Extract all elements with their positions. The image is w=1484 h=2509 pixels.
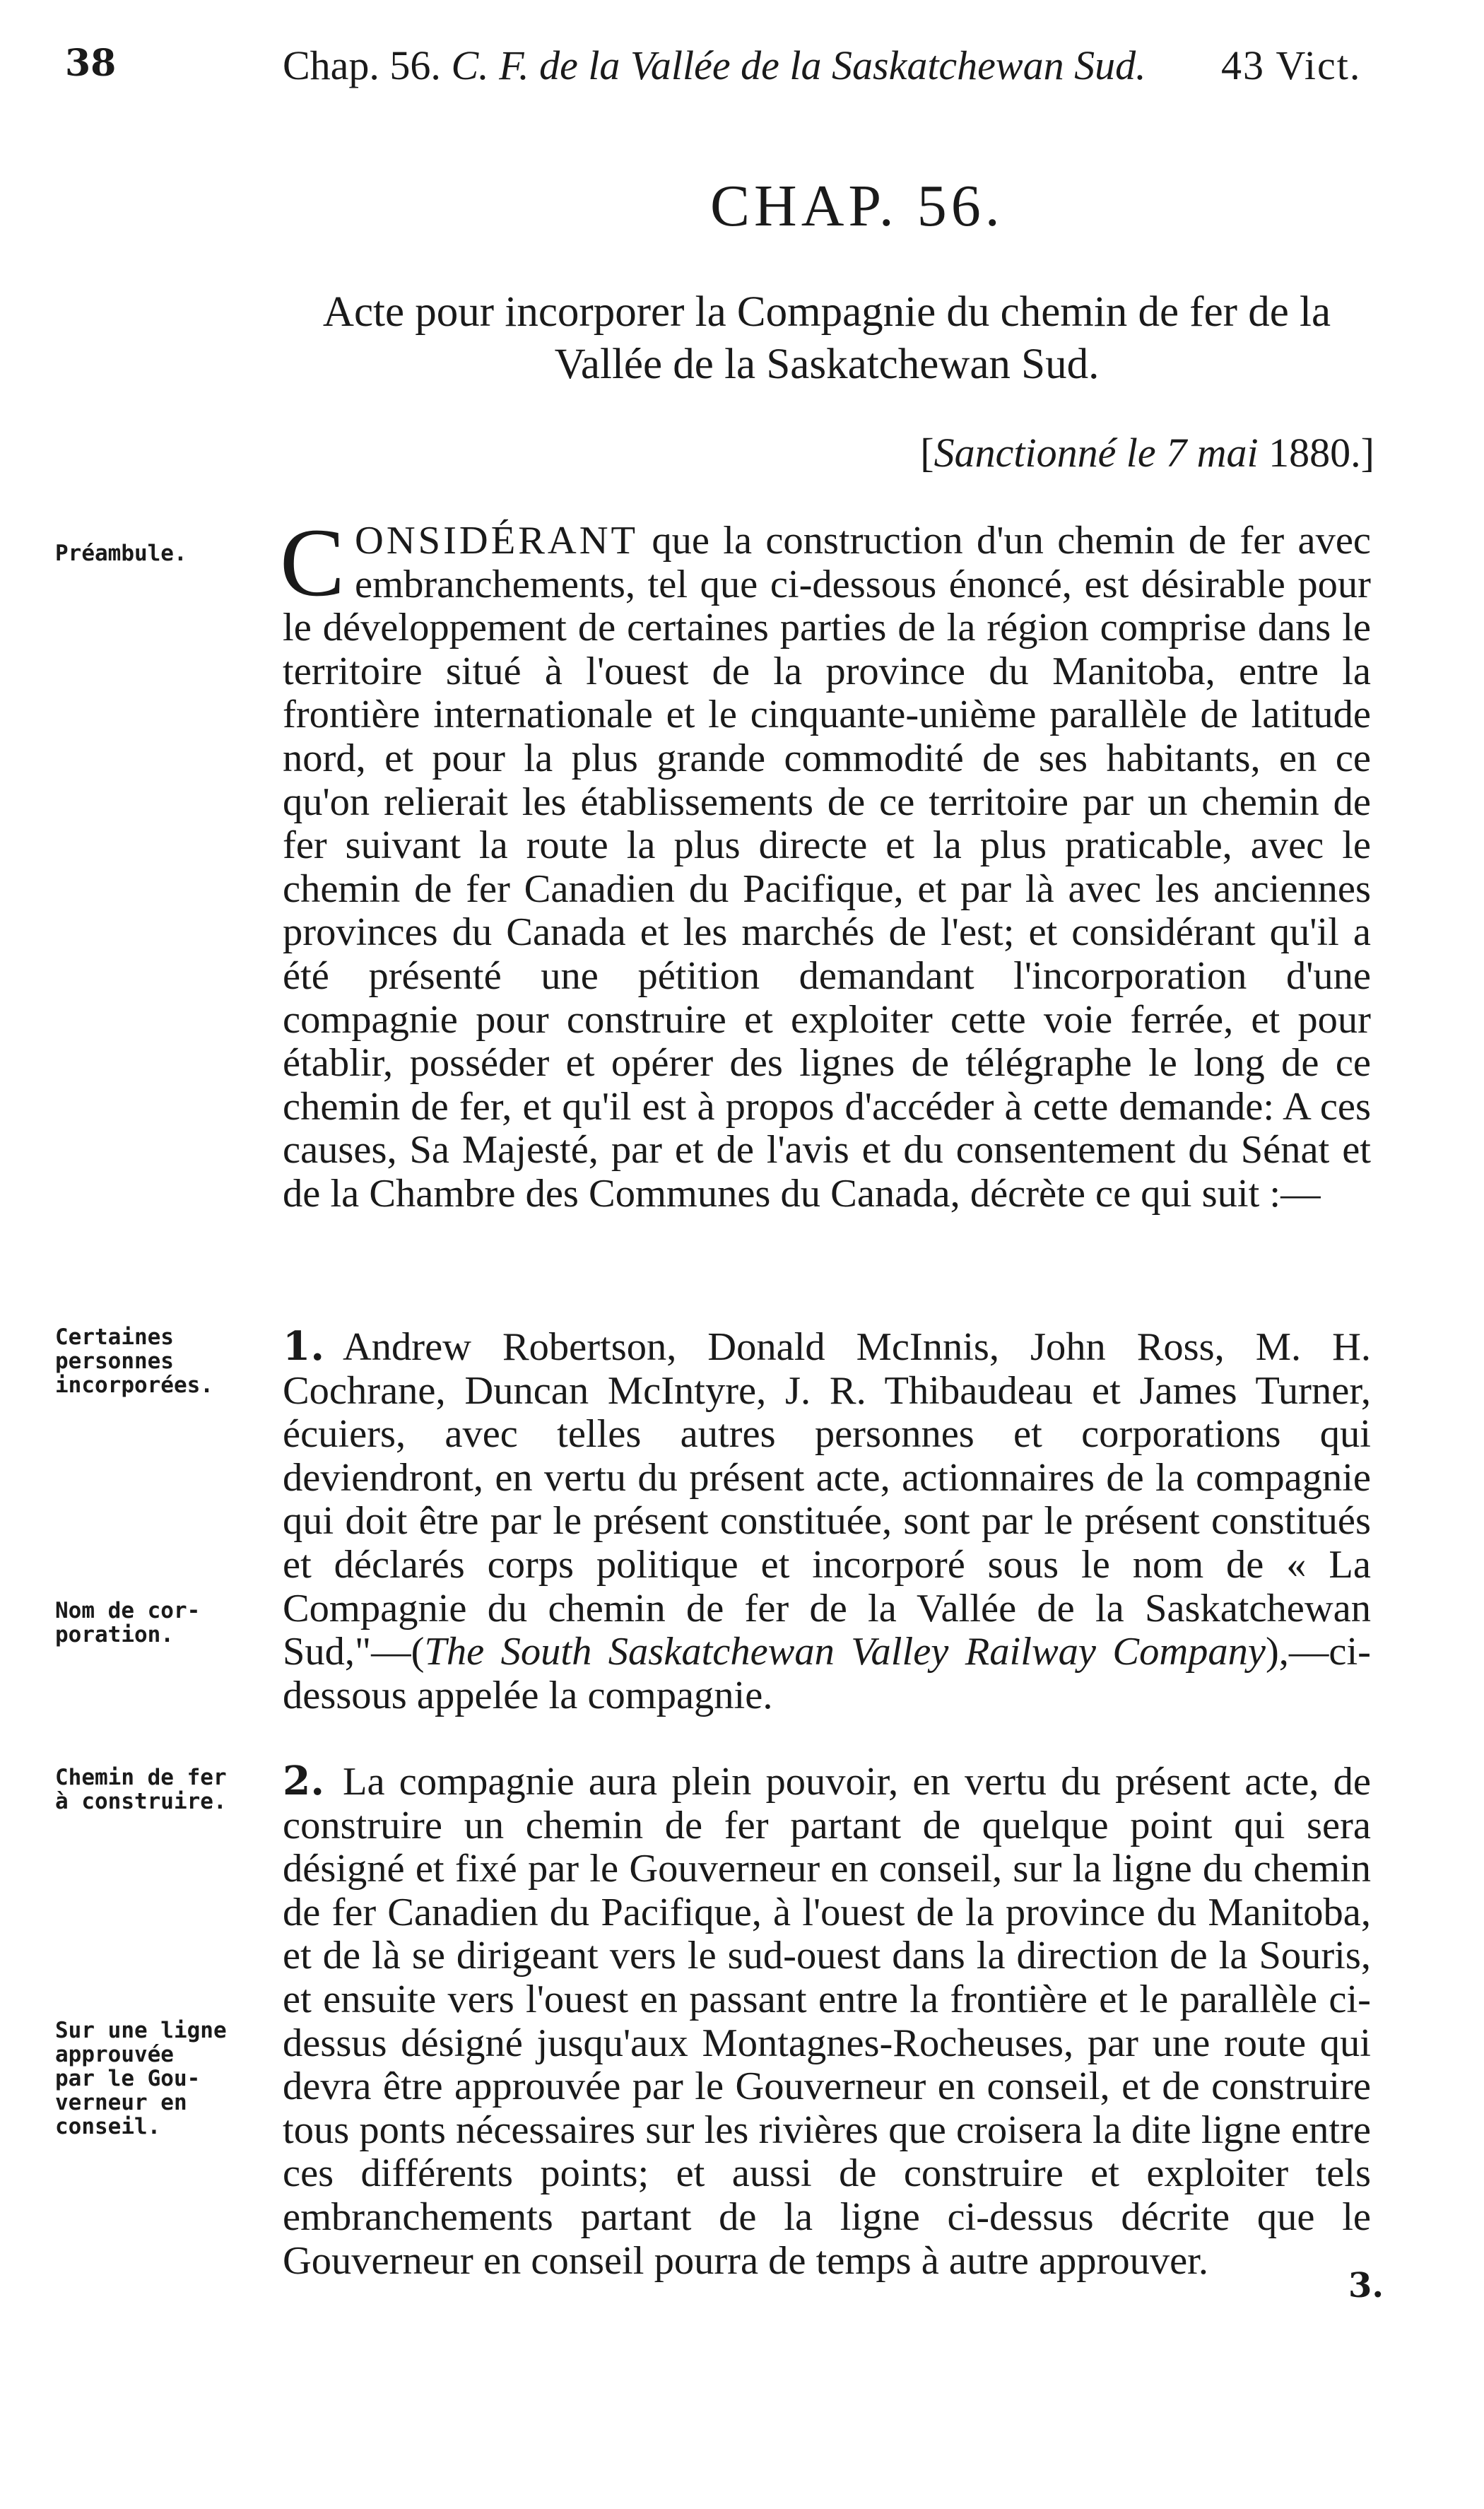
preamble-lead-word: ONSIDÉRANT [355,519,639,563]
preamble-paragraph [280,508,1371,1216]
page-number: 38 [65,42,117,85]
section-2-number: 2. [283,1758,324,1804]
section-1-text: Andrew Robertson, Donald McInnis, John Ross, M. H. Cochrane, Duncan McIntyre, J. R. Thibaudeau et James Turner, écuiers, avec telles autres personnes et corporations qui deviendront, en vertu du présent acte, actionnaires de la compagnie qui doit être par le présent constituée, sont par le présent constitués et déclarés corps politique et incorporé sous le nom de « La Compagnie du chemin de fer de la Vallée de la Saskatchewan Sud,"—( [283,1325,1371,1674]
sanction-date [920,430,1374,476]
margin-note-approved-line: Sur une ligne approuvée par le Gou- verneur en conseil. [55,2018,227,2139]
margin-note-railway: Chemin de fer à construire. [55,1765,227,1814]
running-header [283,42,1146,88]
section-1-paragraph [283,1325,1371,1717]
section-2-paragraph [283,1760,1371,2283]
section-1-number: 1. [283,1323,324,1370]
sanction-text: Sanctionné le 7 mai [934,430,1259,476]
preamble-text: que la construction d'un chemin de fer avec embranchements, tel que ci-dessous énoncé, est désirable pour le développement de certaines parties de la région comprise dans le territoire situé à l'ouest de la province du Manitoba, entre la frontière internationale et le cinquante-unième parallèle de latitude nord, et pour la plus grande commodité de ses habitants, en ce qu'on relierait les établissements de ce territoire par un chemin de fer suivant la route la plus directe et la plus praticable, avec le chemin de fer Canadien du Pacifique, et par là avec les anciennes provinces du Canada et les marchés de l'est; et considérant qu'il a été présenté une pétition demandant l'incorporation d'une compagnie pour construire et exploiter cette voie ferrée, et pour établir, posséder et opérer des lignes de télégraphe le long de ce chemin de fer, et qu'il est à propos d'accéder à cette demande: A ces causes, Sa Majesté, par et de l'avis et du consentement du Sénat et de la Chambre des Communes du Canada, décrète ce qui suit :— [283,519,1371,1216]
header-regnal-year: 43 Vict. [1221,42,1362,88]
sanction-year: 1880.] [1268,430,1374,476]
header-short-title: C. F. de la Vallée de la Saskatchewan Sud. [451,42,1146,88]
sanction-bracket: [ [920,430,934,476]
margin-note-corporate-name: Nom de cor- poration. [55,1598,201,1647]
section-1-english-name: The South Saskatchewan Valley Railway Company [424,1630,1266,1674]
section-2-text: La compagnie aura plein pouvoir, en vertu du présent acte, de construire un chemin de fer partant de quelque point qui sera désigné et fixé par le Gouverneur en conseil, sur la ligne du chemin de fer Canadien du Pacifique, à l'ouest de la province du Manitoba, et de là se dirigeant vers le sud-ouest dans la direction de la Souris, et ensuite vers l'ouest en passant entre la frontière et le parallèle ci-dessus désigné jusqu'aux Montagnes-Rocheuses, par une route qui devra être approuvée par le Gouverneur en conseil, et de construire tous ponts nécessaires sur les rivières que croisera la dite ligne entre ces différents points; et aussi de construire et exploiter tels embranchements partant de la ligne ci-dessus décrite que le Gouverneur en conseil pourra de temps à autre approuver. [283,1760,1371,2283]
chapter-heading: CHAP. 56. [710,173,1004,239]
section-1-text-end: ),—ci-dessous appelée la compagnie. [283,1630,1371,1717]
drop-cap: C [280,508,346,616]
catchword: 3. [1348,2266,1384,2305]
margin-note-certain-persons: Certaines personnes incorporées. [55,1324,213,1398]
margin-note-preamble: Préambule. [55,541,187,566]
act-title: Acte pour incorporer la Compagnie du chemin de fer de la Vallée de la Saskatchewan Sud. [322,288,1331,388]
header-chapter: Chap. 56. [283,42,441,88]
